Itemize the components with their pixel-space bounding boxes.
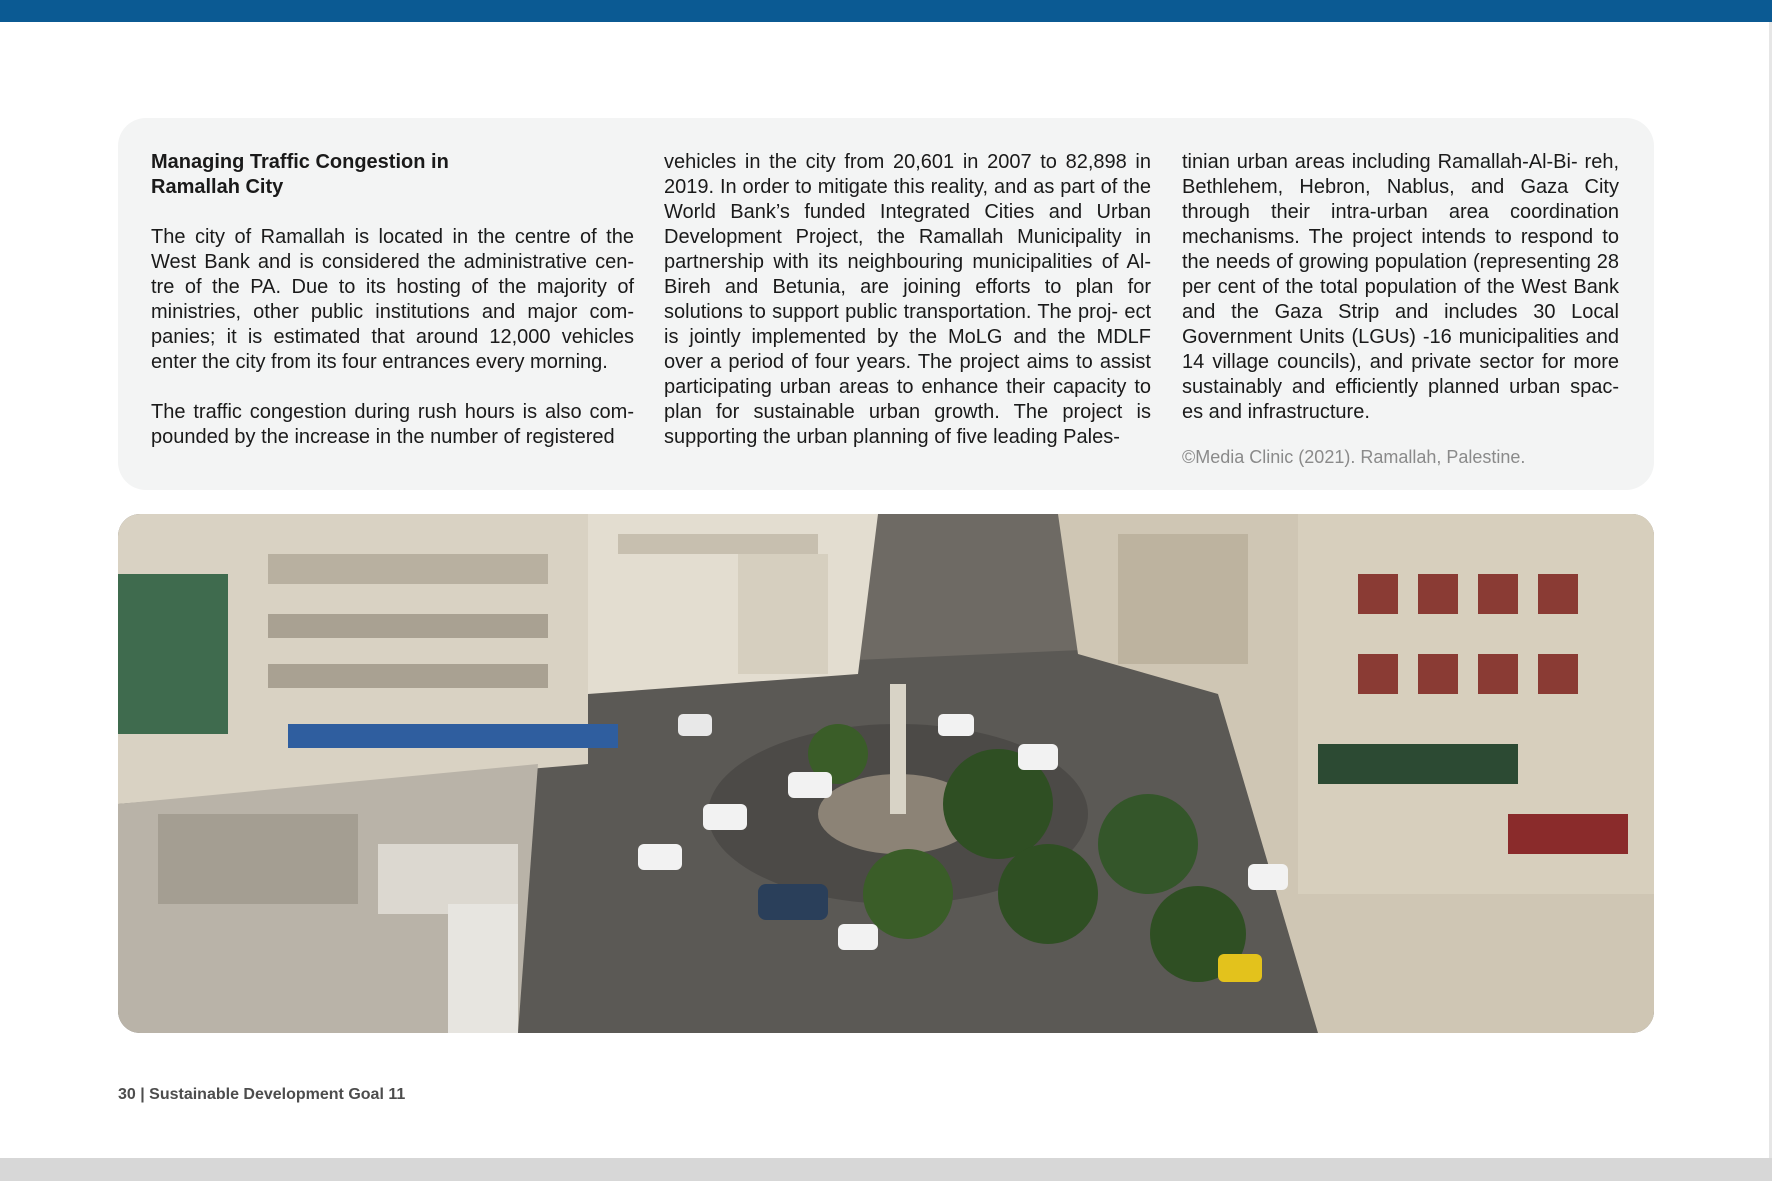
ramallah-aerial-photo	[118, 514, 1654, 1033]
article-paragraph: tinian urban areas including Ramallah-Al-Bi- reh, Bethlehem, Hebron, Nablus, and Gaza City through their intra-urban area coordination mechanisms. The project intends to respond to the needs of growing population (representing 28 per cent of the total population of the West Bank and the Gaza Strip and includes 30 Local Government Units (LGUs) -16 municipalities and 14 village councils), and private sector for more sustainably and efficiently planned urban spac- es and infrastructure.	[1182, 151, 1619, 423]
article-paragraph: The city of Ramallah is located in the centre of the West Bank and is considered the administrative cen- tre of the PA. Due to its hosting of the majority of ministries, other public institutions and major com- panies; it is estimated that around 12,000 vehicles enter the city from its four entrances every morning.	[151, 226, 634, 373]
article-column-3	[1182, 150, 1619, 425]
top-accent-bar	[0, 0, 1772, 22]
article-paragraph: The traffic congestion during rush hours is also com- pounded by the increase in the number of registered	[151, 401, 634, 448]
article-column-2	[664, 150, 1151, 450]
article-box	[118, 118, 1654, 490]
bottom-bar	[0, 1158, 1772, 1181]
article-paragraph: vehicles in the city from 20,601 in 2007 to 82,898 in 2019. In order to mitigate this reality, and as part of the World Bank’s funded Integrated Cities and Urban Development Project, the Ramallah Municipality in partnership with its neighbouring municipalities of Al-Bireh and Betunia, are joining efforts to plan for solutions to support public transportation. The proj- ect is jointly implemented by the MoLG and the MDLF over a period of four years. The project aims to assist participating urban areas to enhance their capacity to plan for sustainable urban growth. The project is supporting the urban planning of five leading Pales-	[664, 151, 1151, 448]
article-column-1	[151, 150, 634, 450]
article-heading: Managing Traffic Congestion in Ramallah City	[151, 151, 449, 198]
photo-credit: ©Media Clinic (2021). Ramallah, Palestine.	[1182, 447, 1526, 467]
page-footer: 30 | Sustainable Development Goal 11	[118, 1086, 406, 1103]
